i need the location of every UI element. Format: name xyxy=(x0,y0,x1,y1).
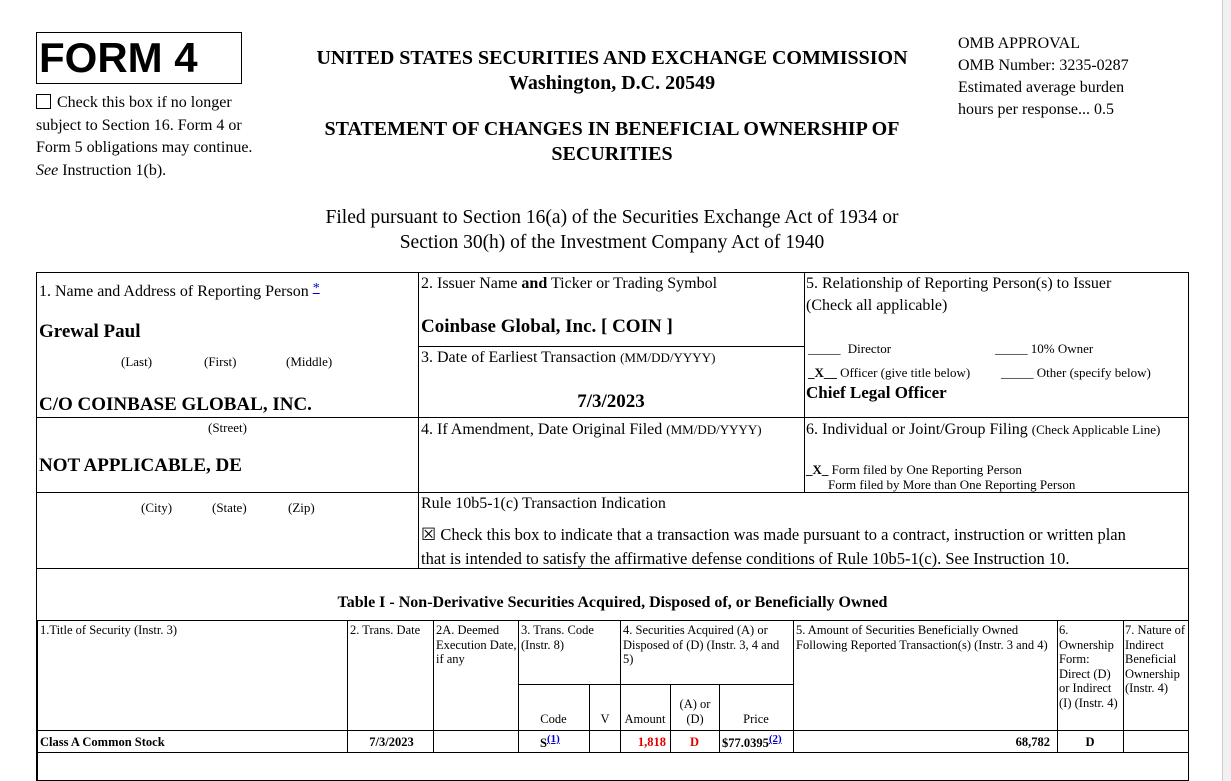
row-owned: 68,782 xyxy=(1015,735,1050,749)
director-blank[interactable]: _____ xyxy=(808,341,841,356)
director-label: Director xyxy=(847,341,892,356)
filed-line2: Section 30(h) of the Investment Company Act of 1940 xyxy=(399,232,825,253)
box5-label2: (Check all applicable) xyxy=(806,297,948,314)
issuer-value: Coinbase Global, Inc. [ COIN ] xyxy=(421,316,673,337)
statement-title: STATEMENT OF CHANGES IN BENEFICIAL OWNERSHIP OF SECURITIES xyxy=(324,118,900,165)
zip-label: (Zip) xyxy=(288,500,315,515)
col-deemed-date: 2A. Deemed Execution Date, if any xyxy=(436,623,517,666)
more-person-label: Form filed by More than One Reporting Person xyxy=(828,477,1076,492)
street-value: C/O COINBASE GLOBAL, INC. xyxy=(39,394,312,415)
row-code xyxy=(540,733,560,751)
table1-title: Table I - Non-Derivative Securities Acquired, Disposed of, or Beneficially Owned xyxy=(337,594,888,611)
col-amount-owned: 5. Amount of Securities Beneficially Owned Following Reported Transaction(s) (Instr. 3 and 4) xyxy=(796,623,1048,652)
section16-check-block xyxy=(36,92,276,182)
footnote-2-link[interactable]: (2) xyxy=(768,733,782,745)
reporting-person-name: Grewal Paul xyxy=(39,321,141,342)
see-text: See xyxy=(36,161,59,179)
form-title: FORM 4 xyxy=(36,32,242,84)
rule-check-block xyxy=(421,523,1126,571)
row-price-value: $77.0395 xyxy=(722,736,769,750)
agency-line2: Washington, D.C. 20549 xyxy=(508,72,716,94)
filed-pursuant-text xyxy=(280,205,944,255)
box5-label1: 5. Relationship of Reporting Person(s) to Issuer xyxy=(806,275,1112,292)
col-securities: 4. Securities Acquired (A) or Disposed of (D) (Instr. 3, 4 and 5) xyxy=(623,623,780,666)
col-code: Code xyxy=(540,712,567,726)
row-title: Class A Common Stock xyxy=(40,735,165,749)
middle-label: (Middle) xyxy=(286,354,333,369)
col-ownership-form: 6. Ownership Form: Direct (D) or Indirect (I) (Instr. 4) xyxy=(1059,623,1118,710)
officer-option xyxy=(808,365,970,381)
col-v: V xyxy=(600,712,610,726)
one-person-option xyxy=(806,462,1022,478)
row-date: 7/3/2023 xyxy=(369,735,414,749)
box3-label xyxy=(421,348,715,368)
col-trans-date: 2. Trans. Date xyxy=(350,623,421,637)
row-amount: 1,818 xyxy=(637,735,666,749)
col-a-or-d: (A) or (D) xyxy=(679,697,711,726)
row-ownership-form: D xyxy=(1085,735,1095,749)
box4-label xyxy=(421,420,762,440)
section16-check-text: Check this box if no longer subject to Section 16. Form 4 or Form 5 obligations may continue. xyxy=(36,94,253,156)
box3-format: (MM/DD/YYYY) xyxy=(620,350,716,365)
row-price xyxy=(722,733,782,751)
officer-mark[interactable]: _X__ xyxy=(808,365,837,380)
omb-line: Estimated average burden xyxy=(958,79,1125,96)
other-blank[interactable]: _____ xyxy=(1001,365,1034,380)
asterisk-link[interactable]: * xyxy=(312,281,320,296)
other-label: Other (specify below) xyxy=(1036,365,1151,380)
box6-label-text: 6. Individual or Joint/Group Filing xyxy=(806,421,1028,438)
footnote-1-link[interactable]: (1) xyxy=(546,733,560,745)
col-nature: 7. Nature of Indirect Beneficial Ownership (Instr. 4) xyxy=(1125,623,1186,695)
omb-line: OMB APPROVAL xyxy=(958,35,1080,52)
omb-approval xyxy=(958,33,1218,121)
box5-label xyxy=(806,274,1186,316)
box2-label-post: Ticker or Trading Symbol xyxy=(550,275,718,292)
agency-line1: UNITED STATES SECURITIES AND EXCHANGE COMMISSION xyxy=(316,47,908,69)
col-price: Price xyxy=(743,712,769,726)
rule-text-line1: Check this box to indicate that a transaction was made pursuant to a contract, instruction or written plan xyxy=(440,525,1126,544)
first-label: (First) xyxy=(204,354,237,369)
omb-line: hours per response... 0.5 xyxy=(958,101,1114,118)
filed-line1: Filed pursuant to Section 16(a) of the Securities Exchange Act of 1934 or xyxy=(325,207,899,228)
box1-label-text: 1. Name and Address of Reporting Person xyxy=(39,283,309,300)
rule-checkbox[interactable]: ☒ xyxy=(421,525,437,545)
officer-label: Officer (give title below) xyxy=(840,365,971,380)
box2-label-pre: 2. Issuer Name xyxy=(421,275,518,292)
box2-label-and: and xyxy=(521,275,548,292)
instruction-text: Instruction 1(b). xyxy=(62,161,167,179)
box6-label xyxy=(806,420,1160,440)
box1-label xyxy=(39,279,320,302)
owner-label: 10% Owner xyxy=(1030,341,1094,356)
box4-label-text: 4. If Amendment, Date Original Filed xyxy=(421,421,663,438)
col-amount: Amount xyxy=(624,712,666,726)
row-code-value: S xyxy=(540,736,547,750)
section16-checkbox[interactable] xyxy=(36,94,51,109)
city-label: (City) xyxy=(141,500,173,515)
col-trans-code: 3. Trans. Code (Instr. 8) xyxy=(521,623,594,652)
director-option xyxy=(808,341,891,357)
owner-option xyxy=(995,341,1093,357)
omb-line: OMB Number: 3235-0287 xyxy=(958,57,1129,74)
city-value: NOT APPLICABLE, DE xyxy=(39,455,242,476)
one-person-label: Form filed by One Reporting Person xyxy=(831,462,1022,477)
state-label: (State) xyxy=(212,500,247,515)
rule-label: Rule 10b5-1(c) Transaction Indication xyxy=(421,495,666,512)
officer-title: Chief Legal Officer xyxy=(806,383,947,402)
box2-label xyxy=(421,274,717,294)
last-label: (Last) xyxy=(121,354,153,369)
owner-blank[interactable]: _____ xyxy=(995,341,1028,356)
rule-text-line2: that is intended to satisfy the affirmative defense conditions of Rule 10b5-1(c). See Instruction 10. xyxy=(421,549,1070,568)
col-title-security: 1.Title of Security (Instr. 3) xyxy=(40,623,178,637)
street-label: (Street) xyxy=(208,420,247,435)
box3-label-text: 3. Date of Earliest Transaction xyxy=(421,349,617,366)
box4-format: (MM/DD/YYYY) xyxy=(666,422,762,437)
box6-label-small: (Check Applicable Line) xyxy=(1031,422,1161,437)
agency-heading xyxy=(280,46,944,96)
earliest-transaction-date: 7/3/2023 xyxy=(577,391,645,412)
row-a-or-d: D xyxy=(689,735,700,749)
one-person-mark[interactable]: _X_ xyxy=(806,462,829,477)
other-option xyxy=(1001,365,1151,381)
